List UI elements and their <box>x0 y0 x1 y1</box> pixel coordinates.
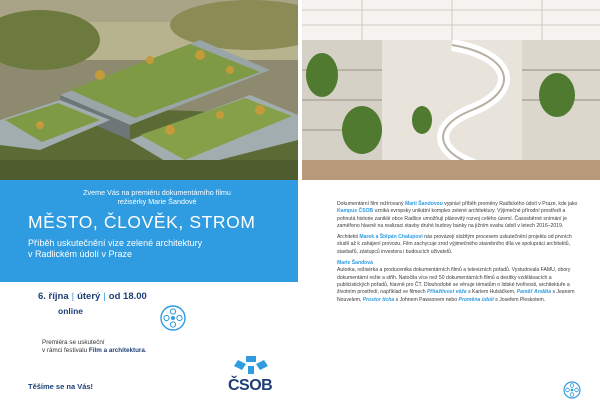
closing-text: Těšíme se na Vás! <box>28 382 94 391</box>
director-name: Marií Šandovou <box>404 201 443 207</box>
invitation-text <box>28 188 286 206</box>
text: s Josefem Pleskotem. <box>493 296 546 303</box>
event-mode: online <box>58 306 84 316</box>
film-reel-icon <box>160 305 186 331</box>
film-ref: Prostor ticha <box>362 296 395 303</box>
text: vzniká evropsky unikátní komplex zelené architektury. Výjimečné přírodní prostředí a pohnutá historie zaniklé obce Radlice umožňují plánovitý rozvoj celého území. Časosběrné snímání je zaměřeno hlavně na realizaci stavby druhé budovy banky na jižním svahu údolí v letech 2016–2019. <box>337 208 567 229</box>
subtitle-line-2: v Radlickém údolí v Praze <box>28 249 133 259</box>
event-time: od 18.00 <box>108 291 147 302</box>
film-ref: Proměna údolí <box>458 296 494 303</box>
text: s Johnem Pawsonem nebo <box>394 296 459 303</box>
film-title: MĚSTO, ČLOVĚK, STROM <box>28 212 256 232</box>
film-subtitle <box>28 238 286 260</box>
text: s Karlem Hubáčkem, <box>466 289 517 296</box>
film-description <box>337 201 579 308</box>
atrium-photo <box>302 0 600 180</box>
text: Architekti <box>337 234 360 241</box>
architects-names: Marek a Štěpán Chalupovi <box>359 234 423 241</box>
event-day: úterý <box>77 291 101 302</box>
csob-logo-text: ČSOB <box>228 377 273 394</box>
film-ref: Přitažlivost věže <box>427 289 467 296</box>
invite-line-2: režisérky Marie Šandové <box>117 197 197 206</box>
event-date: 6. října <box>38 291 69 302</box>
subtitle-line-1: Příběh uskutečnění vize zelené architektury <box>28 238 203 248</box>
text: s Jeanem Nouvelem, <box>337 289 575 303</box>
festival-prefix: v rámci festivalu <box>42 347 89 354</box>
festival-line-2 <box>42 347 147 355</box>
invite-line-1: Zveme Vás na premiéru dokumentárního filmu <box>83 188 231 197</box>
text: nás provázejí složitým procesem uskutečnění projektu od prvních studií až k zahájení provozu. Film zachycuje zrod výjimečného stavebního díla ve spolupráci architektů, stavbařů, zástupců investora i budoucích uživatelů. <box>337 234 572 255</box>
text: vypráví příběh proměny Radlického údolí v Praze, kde jako <box>442 201 578 207</box>
film-ref: Paměť Anděla <box>516 289 552 296</box>
festival-name: Film a architektura <box>88 347 145 354</box>
festival-note <box>42 339 147 355</box>
description-paragraph-1 <box>337 201 579 230</box>
text: Autorka, režisérka a producentka dokumentárních filmů a televizních pořadů. Vystudovala FAMU, obory dokumentární režie a střih. Natočila více než 50 dokumentárních filmů a desítky vzdělávacích a publicistických pořadů, hlavně pro ČT. Dlouhodobě se věnuje tématům o lidské tvořivosti, architektuře a životním prostředí, například ve filmech <box>337 267 571 296</box>
aerial-photo <box>0 0 298 180</box>
description-paragraph-2 <box>337 234 579 256</box>
event-header-panel <box>0 180 298 282</box>
film-reel-icon <box>563 381 581 399</box>
festival-line-1: Premiéra se uskuteční <box>42 339 105 346</box>
text: Dokumentární film režírovaný <box>337 201 405 207</box>
director-bio <box>337 260 579 304</box>
bio-heading: Marie Šandová <box>337 260 373 267</box>
event-datetime: 6. října | úterý | od 18.00 <box>38 291 147 302</box>
festival-suffix: . <box>144 347 147 354</box>
campus-name: Kampus ČSOB <box>337 208 374 215</box>
